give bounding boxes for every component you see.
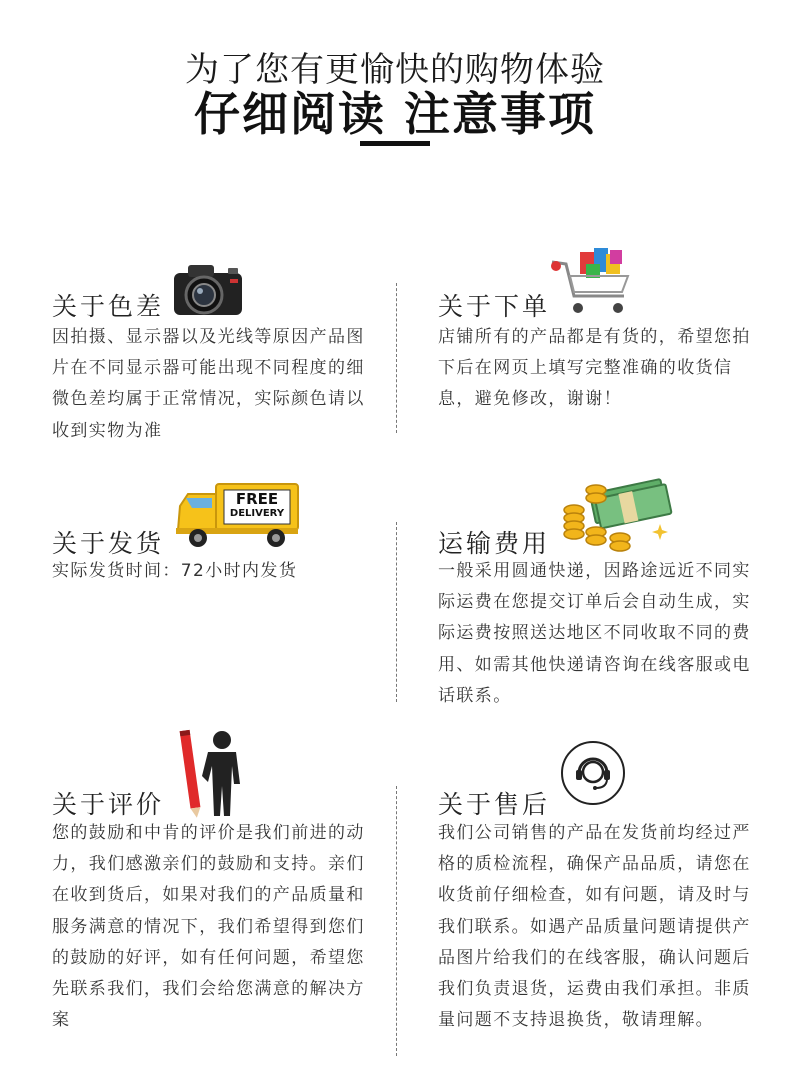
headset-support-icon (560, 740, 626, 810)
section-title: 运输费用 (438, 529, 551, 558)
money-coins-icon (560, 470, 680, 558)
column-divider (396, 522, 397, 702)
section-body: 因拍摄、显示器以及光线等原因产品图片在不同显示器可能出现不同程度的细微色差均属于正常情况，实际颜色请以收到实物为准 (52, 327, 365, 441)
column-divider (396, 283, 397, 433)
person-pencil-icon (178, 726, 244, 822)
page-title: 仔细阅读 注意事项 (193, 87, 596, 141)
column-divider (396, 786, 397, 1056)
section-body: 实际发货时间：72小时内发货 (52, 561, 298, 581)
section-body: 一般采用圆通快递，因路途远近不同实际运费在您提交订单后会自动生成，实际运费按照送达地区不同收取不同的费用、如需其他快递请咨询在线客服或电话联系。 (438, 561, 751, 706)
shopping-cart-icon (548, 246, 634, 324)
section-body: 您的鼓励和中肯的评价是我们前进的动力，我们感激亲们的鼓励和支持。亲们在收到货后，如果对我们的产品质量和服务满意的情况下，我们希望得到您们的鼓励的好评，如有任何问题，希望您先联系我们，我们会给您满意的解决方案 (52, 823, 365, 1031)
section-title: 关于评价 (52, 790, 165, 819)
section-title: 关于发货 (52, 529, 165, 558)
section-title: 关于售后 (438, 790, 551, 819)
title-underline (360, 141, 430, 146)
truck-label-free: FREE (235, 490, 279, 508)
page-subtitle: 为了您有更愉快的购物体验 (185, 50, 605, 90)
camera-icon (170, 259, 246, 323)
section-body: 店铺所有的产品都是有货的，希望您拍下后在网页上填写完整准确的收货信息，避免修改，谢谢！ (438, 327, 751, 410)
delivery-truck-icon (174, 480, 302, 552)
truck-label-delivery: DELIVERY (229, 508, 285, 519)
section-body: 我们公司销售的产品在发货前均经过严格的质检流程，确保产品品质，请您在收货前仔细检查，如有问题，请及时与我们联系。如遇产品质量问题请提供产品图片给我们的在线客服，确认问题后我们负责退货，运费由我们承担。非质量问题不支持退换货，敬请理解。 (438, 823, 751, 1031)
section-title: 关于色差 (52, 292, 165, 321)
section-title: 关于下单 (438, 292, 551, 321)
